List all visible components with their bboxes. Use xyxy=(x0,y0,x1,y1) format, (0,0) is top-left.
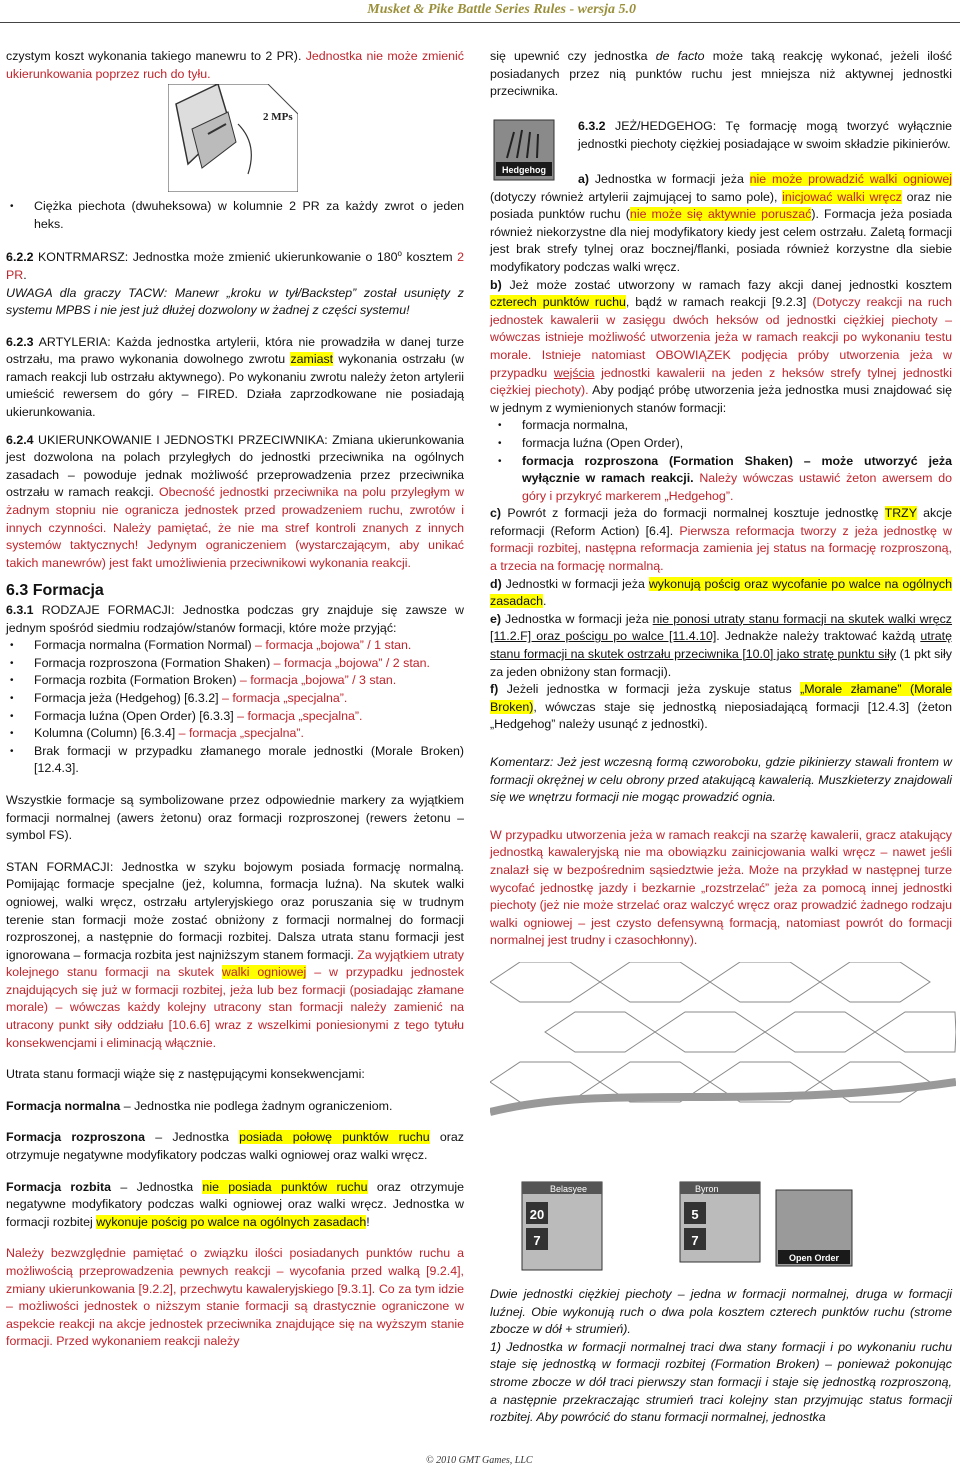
hex-map-diagram xyxy=(490,962,956,1274)
tacw-note: UWAGA dla graczy TACW: Manewr „kroku w tył/Backstep” został usunięty z systemu MPBS i nie jest już dłużej dozwolony w żadnej z części systemu! xyxy=(6,285,464,318)
list-item: • formacja rozproszona (Formation Shaken) – może utworzyć jeża wyłącznie w ramach reakcji. Należy wówczas ustawić żeton awersem do góry i przykryć markerem „Hedgehog”. xyxy=(522,453,952,506)
heavy-infantry-list xyxy=(6,198,464,233)
rule-6-2-3: 6.2.3 ARTYLERIA: Każda jednostka artylerii, która nie prowadziła w danej turze ostrzału, ma prawo wykonania dowolnego zwrotu zamiast wykonania ostrzału (w ramach reakcji lub ostrzału aktywnego). Po wykonaniu zwrotu należy żeton artylerii umieścić rewersem do góry – FIRED. Działa zaprzodkowane nie posiadają ukierunkowania. xyxy=(6,334,464,420)
list-item: • Formacja rozproszona (Formation Shaken) – formacja „bojowa” / 2 stan. xyxy=(34,655,464,673)
left-intro: czystym koszt wykonania takiego manewru to 2 PR). Jednostka nie może zmienić ukierunkowania poprzez ruch do tyłu. xyxy=(6,49,464,81)
list-item: • Brak formacji w przypadku złamanego morale jednostki (Morale Broken) [12.4.3]. xyxy=(34,743,464,778)
caption-2: 1) Jednostka w formacji normalnej traci dwa stany formacji i po wykonaniu ruchu staje się jednostką w formacji rozbitej (Formation Broken) – ponieważ pokonując strome zbocze w dół traci pierwszy stan formacji i staje się jednostką rozproszoną, a następnie przekraczając strumień traci kolejny stan przyjmując status formacji rozbitej. Aby powrócić do stanu formacji normalnej, jednostka xyxy=(490,1339,952,1425)
header-title: Musket & Pike Battle Series Rules - wersja 5.0 xyxy=(367,2,636,17)
open-order-marker: Open Order xyxy=(788,1253,840,1263)
hedgehog-rule-f: f) Jeżeli jednostka w formacji jeża zyskuje status „Morale złamane” (Morale Broken), wówczas staje się jednostką nieposiadającą formacji [12.4.3] (żeton „Hedgehog” należy usunąć z jednostki). xyxy=(490,682,952,732)
right-intro: się upewnić czy jednostka de facto może taką reakcję wykonać, jeżeli ilość posiadanych przez nią punktów ruchu jest mniejsza niż aktywnej jednostki przeciwnika. xyxy=(490,49,952,99)
broken-formation-paragraph: Formacja rozbita – Jednostka nie posiada punktów ruchu oraz otrzymuje negatywne modyfikatory podczas walki ogniowej oraz walki wręcz. Jednostka w formacji rozbitej wykonuje pościg po walce na ogólnych zasadach! xyxy=(6,1179,464,1229)
consequences-intro: Utrata stanu formacji wiąże się z następującymi konsekwencjami: xyxy=(6,1067,365,1082)
markers-paragraph: Wszystkie formacje są symbolizowane przez odpowiednie markery za wyjątkiem formacji normalnej (awers żetonu) oraz formacji rozproszonej (rewers żetonu – symbol FS). xyxy=(6,792,464,843)
reaction-warning-paragraph: Należy bezwzględnie pamiętać o związku ilości posiadanych punktów ruchu a możliwością przeprowadzenia pewnych reakcji – wycofania przed walką [9.2.4], zmiany ukierunkowania [9.2.2], przechwytu kawaleryjskiego [9.3.1]. Co za tym idzie – możliwości jednostek o niższym stanie formacji są drastycznie ograniczone w aspekcie reakcji na akcje jednostek przeciwnika znajdujące się na wyższym stanie formacji. Przed wykonaniem reakcji należy xyxy=(6,1246,464,1349)
normal-formation-paragraph: Formacja normalna – Jednostka nie podlega żadnym ograniczeniom. xyxy=(6,1098,393,1113)
figure-column-turn xyxy=(168,84,298,192)
shaken-formation-paragraph: Formacja rozproszona – Jednostka posiada połowę punktów ruchu oraz otrzymuje negatywne modyfikatory podczas walki ogniowej oraz walki wręcz. xyxy=(6,1130,465,1163)
list-item: • Formacja jeża (Hedgehog) [6.3.2] – formacja „specjalna”. xyxy=(34,690,464,708)
list-item: • Formacja normalna (Formation Normal) – formacja „bojowa” / 1 stan. xyxy=(34,637,464,655)
hedgehog-state-list xyxy=(490,417,952,505)
commentary: Komentarz: Jeż jest wczesną formą czworoboku, gdzie pikinierzy stawali frontem w formacji okrężnej w celu obrony przed atakującą kawalerią. Muszkieterzy znajdowali się we wnętrzu formacji nie mogąc prowadzić ognia. xyxy=(490,755,952,805)
list-item: • Kolumna (Column) [6.3.4] – formacja „specjalna”. xyxy=(34,725,464,743)
page-header xyxy=(0,0,960,23)
caption-1: Dwie jednostki ciężkiej piechoty – jedna w formacji normalnej, druga w formacji luźnej. Obie wykonują ruch o dwa pola kosztem czterech punktów ruchu (strome zbocze w dół + strumień). xyxy=(490,1287,952,1337)
cavalry-reaction-note: W przypadku utworzenia jeża w ramach reakcji na szarżę kawalerii, gracz atakujący jednostką kawaleryjską nie ma obowiązku zainicjowania walki wręcz – nawet jeśli znalazł się w bezpośrednim sąsiedztwie jeża. Może na przykład w następnej turze wycofać jednostkę jazdy i bezkarnie „rozstrzelać” jeża za pomocą innej jednostki piechoty (jeż nie może strzelać oraz walczyć wręcz oraz prowadzić żadnego rodzaju walki ogniowej – jest czysto defensywną formacją, natomiast powrót do formacji normalnej jest trudny i czasochłonny). xyxy=(490,827,952,948)
unit2-strength: 5 xyxy=(691,1207,699,1222)
left-column xyxy=(6,48,464,93)
rule-6-3-2-block xyxy=(578,118,952,153)
hex-grid-diagram xyxy=(168,84,298,192)
rule-6-3-2: 6.3.2 JEŻ/HEDGEHOG: Tę formację mogą tworzyć wyłącznie jednostki piechoty ciężkiej posiadające w swoim składzie pikinierów. xyxy=(578,119,952,151)
fig1-label: 2 MPs xyxy=(263,111,293,123)
figure-caption xyxy=(490,1286,952,1427)
copyright: © 2010 GMT Games, LLC xyxy=(426,1455,533,1466)
right-column-main xyxy=(490,171,952,960)
unit2-name: Byron xyxy=(695,1184,719,1194)
right-column-top xyxy=(490,48,952,111)
list-item: • Ciężka piechota (dwuheksowa) w kolumnie 2 PR za każdy zwrot o jeden heks. xyxy=(34,198,464,233)
list-item: • formacja luźna (Open Order), xyxy=(522,435,952,453)
rule-6-3-1: 6.3.1 RODZAJE FORMACJI: Jednostka podczas gry znajduje się zawsze w jednym spośród siedmiu rodzajów/stanów formacji, które może przyjąć: xyxy=(6,603,464,635)
formation-list xyxy=(6,637,464,778)
unit2-morale: 7 xyxy=(691,1233,699,1248)
hedgehog-rule-a: a) Jednostka w formacji jeża nie może prowadzić walki ogniowej (dotyczy również artylerii zajmującej to samo pole), inicjować walki wręcz oraz nie posiada punktów ruchu (nie może się aktywnie poruszać). Formacja jeża posiada również niekorzystne dla niej modyfikatory kiedy jest celem ostrzału. Zaletą formacji jest brak strefy tylnej oraz bocznej/flanki, posiada również korzystne dla siebie modyfikatory podczas walki wręcz. xyxy=(490,172,952,274)
unit1-morale: 7 xyxy=(533,1233,541,1248)
formation-state-paragraph: STAN FORMACJI: Jednostka w szyku bojowym posiada formację normalną. Pomijając formacje specjalne (jeż, kolumna, formacja luźna). Na skutek walki ogniowej, walki wręcz, ostrzału artyleryjskiego oraz poruszania się w trudnym terenie stan formacji może zostać obniżony z formacji normalnej do formacji rozproszonej, a następnie do formacji rozbitej. Dalsza utrata stanu formacji jest ignorowana – formacja rozbita jest najniższym stanem formacji. Za wyjątkiem utraty kolejnego stanu formacji na skutek walki ogniowej – w przypadku jednostek znajdujących się już w formacji rozbitej, jeża lub bez formacji (posiadając złamane morale) – wówczas każdy kolejny utracony stan formacji należy zamienić na utracony punkt siły oddziału [10.6.6] wraz z wszelkimi poniesionymi z tego tytułu konsekwencjami i eliminacją włącznie. xyxy=(6,859,464,1050)
hedgehog-rule-b: b) Jeż może zostać utworzony w ramach fazy akcji danej jednostki kosztem czterech punktów ruchu, bądź w ramach reakcji [9.2.3] (Dotyczy reakcji na ruch jednostek kawalerii w zasięgu dwóch heksów od jednostki ciężkiej piechoty – wówczas istnieje możliwość utworzenia jeża w ramach reakcji po wykonaniu testu morale. Istnieje natomiast OBOWIĄZEK podjęcia próby utworzenia jeża w przypadku wejścia jednostki kawalerii na jeden z heksów strefy tylnej jednostki ciężkiej piechoty). Aby podjąć próbę utworzenia jeża jednostka musi znajdować się w jednym z wymienionych stanów formacji: xyxy=(490,277,953,415)
hedgehog-rule-d: d) Jednostki w formacji jeża wykonują pościg oraz wycofanie po walce na ogólnych zasadach. xyxy=(490,576,952,609)
hedgehog-rule-c: c) Powrót z formacji jeża do formacji normalnej kosztuje jednostkę TRZY akcje reformacji (Reform Action) [6.4]. Pierwsza reformacja tworzy z jeża jednostkę w formacji rozbitej, następna reformacja zamienia jej status na formację rozproszoną, a trzecia na formację normalną. xyxy=(490,506,952,574)
hedgehog-counter-label: Hedgehog xyxy=(502,165,546,175)
unit1-name: Belasyee xyxy=(550,1184,588,1194)
hedgehog-rule-e: e) Jednostka w formacji jeża nie ponosi utraty stanu formacji na skutek walki wręcz [11.2.F] oraz pościgu po walce [11.4.10]. Jednakże należy traktować każdą utratę stanu formacji na skutek ostrzału przeciwnika [10.0] jako stratę punktu siły (1 pkt siły za jeden obniżony stan formacji). xyxy=(490,611,953,679)
list-item: • formacja normalna, xyxy=(522,417,952,435)
list-item: • Formacja luźna (Open Order) [6.3.3] – formacja „specjalna”. xyxy=(34,708,464,726)
list-item: • Formacja rozbita (Formation Broken) – formacja „bojowa” / 3 stan. xyxy=(34,672,464,690)
figure-hex-terrain xyxy=(490,962,956,1274)
unit1-strength: 20 xyxy=(529,1207,545,1222)
left-column-main xyxy=(6,198,464,1361)
section-6-3-title: 6.3 Formacja xyxy=(6,582,104,600)
rule-6-2-2: 6.2.2 KONTRMARSZ: Jednostka może zmienić ukierunkowanie o 180$^o$ kosztem 2 PR. xyxy=(6,249,464,282)
rule-6-2-4: 6.2.4 UKIERUNKOWANIE I JEDNOSTKI PRZECIWNIKA: Zmiana ukierunkowania jest dozwolona na polach przyległych do jednostki przeciwnika na ogólnych zasadach – powoduje jednak możliwość przeprowadzenia przez przeciwnika ostrzału w ramach reakcji. Obecność jednostki przeciwnika na polu przyległym w żadnym stopniu nie ogranicza jednostek przed prowadzeniem ruchu, zwrotów i innych czynności. Należy pamiętać, że nie ma stref kontroli znanych z innych systemów taktycznych! Jedynym ograniczeniem (wystarczającym, aby unikać takich manewrów) jest fakt umożliwienia przeciwnikowi wykonania reakcji. xyxy=(6,432,465,570)
